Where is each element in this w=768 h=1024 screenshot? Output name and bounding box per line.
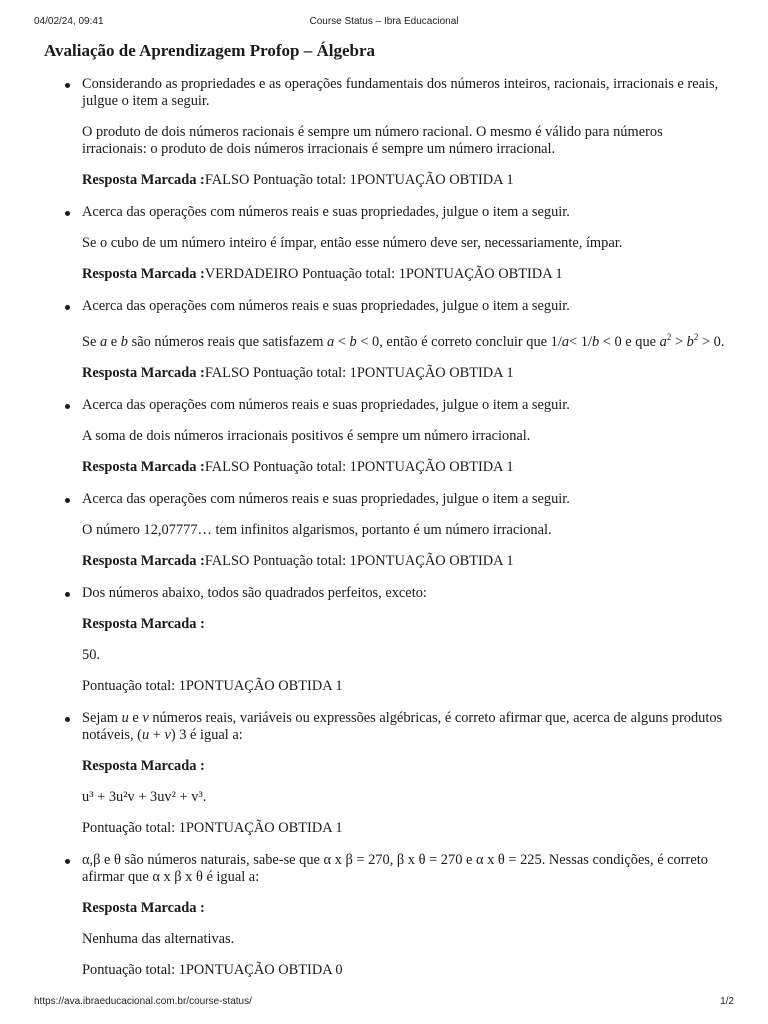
print-date: 04/02/24, 09:41 [34,16,104,27]
question-statement: Se a e b são números reais que satisfazem a < b < 0, então é correto concluir que 1/a< 1/b < 0 e que $a^2 > b^2 > 0$. [82,332,725,350]
bullet-icon [65,404,70,409]
bullet-icon [65,592,70,597]
score-line: Pontuação total: 1PONTUAÇÃO OBTIDA 1 [82,820,343,836]
answer-result: FALSO Pontuação total: 1PONTUAÇÃO OBTIDA 1 [204,172,514,188]
answer-result: FALSO Pontuação total: 1PONTUAÇÃO OBTIDA 1 [204,459,514,475]
print-footer [34,996,734,1010]
answer-result: FALSO Pontuação total: 1PONTUAÇÃO OBTIDA 1 [204,553,514,569]
question-item-7 [44,710,730,837]
question-item-1 [44,76,730,189]
answer-label: Resposta Marcada : [82,266,205,282]
question-item-4 [44,397,730,476]
question-prompt: α,β e θ são números naturais, sabe-se que α x β = 270, β x θ = 270 e α x θ = 225. Nessas condições, é correto afirmar que α x β x θ é igual a: [82,852,708,885]
print-header [34,14,734,30]
question-prompt: Acerca das operações com números reais e suas propriedades, julgue o item a seguir. [82,397,570,413]
bullet-icon [65,211,70,216]
question-item-8 [44,852,730,979]
answer-label: Resposta Marcada : [82,900,205,916]
question-prompt: Acerca das operações com números reais e suas propriedades, julgue o item a seguir. [82,491,570,507]
answer-line [82,172,730,189]
answer-result: FALSO Pontuação total: 1PONTUAÇÃO OBTIDA 1 [204,365,514,381]
score-line: Pontuação total: 1PONTUAÇÃO OBTIDA 0 [82,962,343,978]
score-line: Pontuação total: 1PONTUAÇÃO OBTIDA 1 [82,678,343,694]
page-number: 1/2 [720,996,734,1007]
answer-line [82,553,730,570]
bullet-icon [65,859,70,864]
bullet-icon [65,83,70,88]
question-prompt: Sejam u e v números reais, variáveis ou expressões algébricas, é correto afirmar que, acerca de alguns produtos notáveis, (u + v) 3 é igual a: [82,710,723,743]
bullet-icon [65,717,70,722]
question-item-2 [44,204,730,283]
page-title: Avaliação de Aprendizagem Profop – Álgebra [44,41,376,60]
bullet-icon [65,498,70,503]
answer-line [82,365,730,382]
answer-label: Resposta Marcada : [82,758,205,774]
answer-label: Resposta Marcada : [82,172,205,188]
question-prompt: Acerca das operações com números reais e suas propriedades, julgue o item a seguir. [82,204,570,220]
answer-label: Resposta Marcada : [82,553,205,569]
answer-label: Resposta Marcada : [82,365,205,381]
main-content [44,40,730,994]
question-prompt: Considerando as propriedades e as operações fundamentais dos números inteiros, racionais, irracionais e reais, julgue o item a seguir. [82,76,719,109]
answer-value: Nenhuma das alternativas. [82,931,235,947]
question-item-5 [44,491,730,570]
print-page-title: Course Status – Ibra Educacional [309,16,459,27]
question-item-3 [44,298,730,382]
answer-line [82,459,730,476]
answer-label: Resposta Marcada : [82,616,205,632]
question-prompt: Dos números abaixo, todos são quadrados perfeitos, exceto: [82,585,427,601]
page-url-link[interactable]: https://ava.ibraeducacional.com.br/course-status/ [34,996,252,1007]
question-statement: Se o cubo de um número inteiro é ímpar, então esse número deve ser, necessariamente, ímpar. [82,235,623,251]
answer-value: 50. [82,647,100,663]
question-statement: O produto de dois números racionais é sempre um número racional. O mesmo é válido para números irracionais: o produto de dois números irracionais é sempre um número irracional. [82,124,663,157]
question-item-6 [44,585,730,695]
question-statement: O número 12,07777… tem infinitos algarismos, portanto é um número irracional. [82,522,552,538]
answer-line [82,266,730,283]
question-statement: A soma de dois números irracionais positivos é sempre um número irracional. [82,428,531,444]
question-list [44,76,730,979]
answer-result: VERDADEIRO Pontuação total: 1PONTUAÇÃO OBTIDA 1 [204,266,563,282]
answer-label: Resposta Marcada : [82,459,205,475]
question-prompt: Acerca das operações com números reais e suas propriedades, julgue o item a seguir. [82,298,570,314]
bullet-icon [65,305,70,310]
answer-value: u³ + 3u²v + 3uv² + v³. [82,789,207,805]
